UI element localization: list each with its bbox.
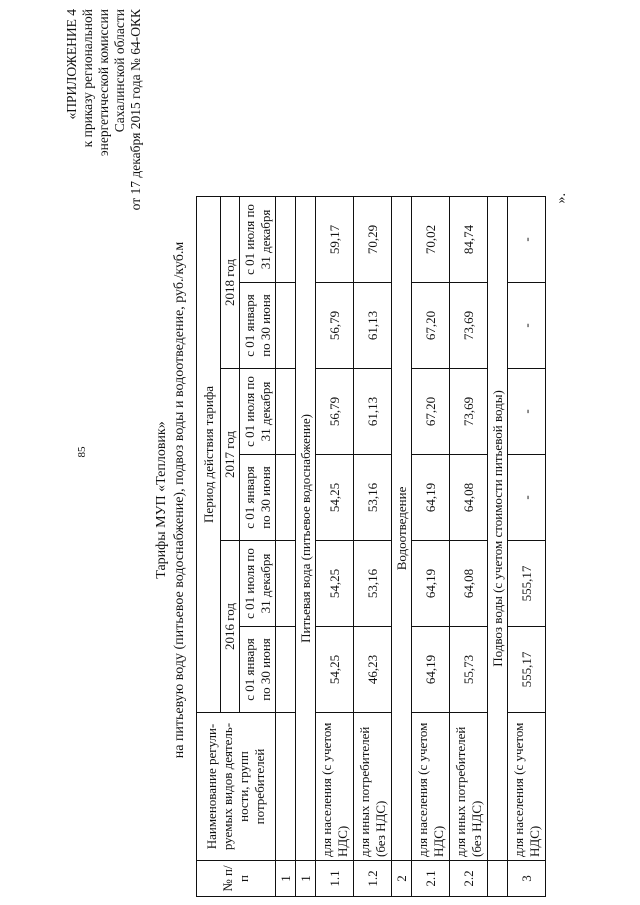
header-period: Период действия тарифа — [197, 196, 221, 712]
cell-value: 53,16 — [354, 541, 392, 627]
header-half-1: с 01 января по 30 июня — [240, 283, 276, 369]
cell-value: 64,19 — [412, 541, 450, 627]
cell-value: 54,25 — [316, 541, 354, 627]
table-row — [508, 196, 546, 896]
cell-value: 56,79 — [316, 283, 354, 369]
cell-value: 54,25 — [316, 627, 354, 713]
row-name: для населения (с учетом НДС) — [412, 713, 450, 861]
header-half-1: с 01 января по 30 июня — [240, 627, 276, 713]
cell-value: - — [508, 196, 546, 282]
section-title: Водоотведение — [392, 196, 412, 860]
cell-value: - — [508, 283, 546, 369]
table-row — [450, 196, 488, 896]
cell-value: 53,16 — [354, 455, 392, 541]
cell-value: - — [508, 455, 546, 541]
table-row — [354, 196, 392, 896]
index-cell: 1 — [276, 861, 296, 897]
appendix-line-2: к приказу региональной — [80, 9, 95, 148]
section-num — [488, 861, 508, 897]
row-num: 2.2 — [450, 861, 488, 897]
page-subtitle: на питьевую воду (питьевое водоснабжение), подвоз воды и водоотведение, руб./куб.м — [172, 241, 187, 759]
header-num: № п/п — [197, 861, 276, 897]
appendix-line-4: Сахалинской области — [112, 9, 127, 133]
row-num: 3 — [508, 861, 546, 897]
header-half-1: с 01 января по 30 июня — [240, 455, 276, 541]
row-name: для населения (с учетом НДС) — [508, 713, 546, 861]
cell-value: 70,29 — [354, 196, 392, 282]
appendix-line-3: энергетической комиссии — [96, 9, 111, 157]
cell-value: 59,17 — [316, 196, 354, 282]
cell-value: 555,17 — [508, 627, 546, 713]
cell-value: 67,20 — [412, 369, 450, 455]
cell-value: - — [508, 369, 546, 455]
appendix-line-1: «ПРИЛОЖЕНИЕ 4 — [64, 9, 79, 120]
section-title: Питьевая вода (питьевое водоснабжение) — [296, 196, 316, 860]
cell-value: 61,13 — [354, 283, 392, 369]
cell-value: 64,19 — [412, 627, 450, 713]
row-num: 2.1 — [412, 861, 450, 897]
cell-value: 46,23 — [354, 627, 392, 713]
cell-value: 55,73 — [450, 627, 488, 713]
section-num: 2 — [392, 861, 412, 897]
cell-value: 54,25 — [316, 455, 354, 541]
header-year-2017: 2017 год — [221, 369, 240, 541]
cell-value: 56,79 — [316, 369, 354, 455]
section-title: Подвоз воды (с учетом стоимости питьевой воды) — [488, 196, 508, 860]
cell-value: 73,69 — [450, 369, 488, 455]
tariff-table — [196, 196, 546, 897]
header-half-2: с 01 июля по 31 декабря — [240, 369, 276, 455]
cell-value: 73,69 — [450, 283, 488, 369]
page-title: Тарифы МУП «Тепловик» — [154, 421, 169, 579]
row-num: 1.1 — [316, 861, 354, 897]
header-half-2: с 01 июля по 31 декабря — [240, 541, 276, 627]
closing-quote: ». — [554, 193, 569, 204]
cell-value: 70,02 — [412, 196, 450, 282]
cell-value: 64,19 — [412, 455, 450, 541]
cell-value: 64,08 — [450, 541, 488, 627]
cell-value: 84,74 — [450, 196, 488, 282]
appendix-line-5: от 17 декабря 2015 года № 64-ОКК — [128, 9, 143, 211]
header-year-2016: 2016 год — [221, 541, 240, 713]
header-half-2: с 01 июля по 31 декабря — [240, 196, 276, 282]
cell-value: 61,13 — [354, 369, 392, 455]
table-row — [316, 196, 354, 896]
cell-value: 67,20 — [412, 283, 450, 369]
row-name: для населения (с учетом НДС) — [316, 713, 354, 861]
row-name: для иных потребителей (без НДС) — [450, 713, 488, 861]
page-number: 85 — [76, 446, 88, 458]
header-name: Наименование регули-руемых видов деятель-ности, групп потребителей — [197, 713, 276, 861]
row-num: 1.2 — [354, 861, 392, 897]
table-row — [412, 196, 450, 896]
cell-value: 64,08 — [450, 455, 488, 541]
section-num: 1 — [296, 861, 316, 897]
row-name: для иных потребителей (без НДС) — [354, 713, 392, 861]
header-year-2018: 2018 год — [221, 196, 240, 368]
cell-value: 555,17 — [508, 541, 546, 627]
